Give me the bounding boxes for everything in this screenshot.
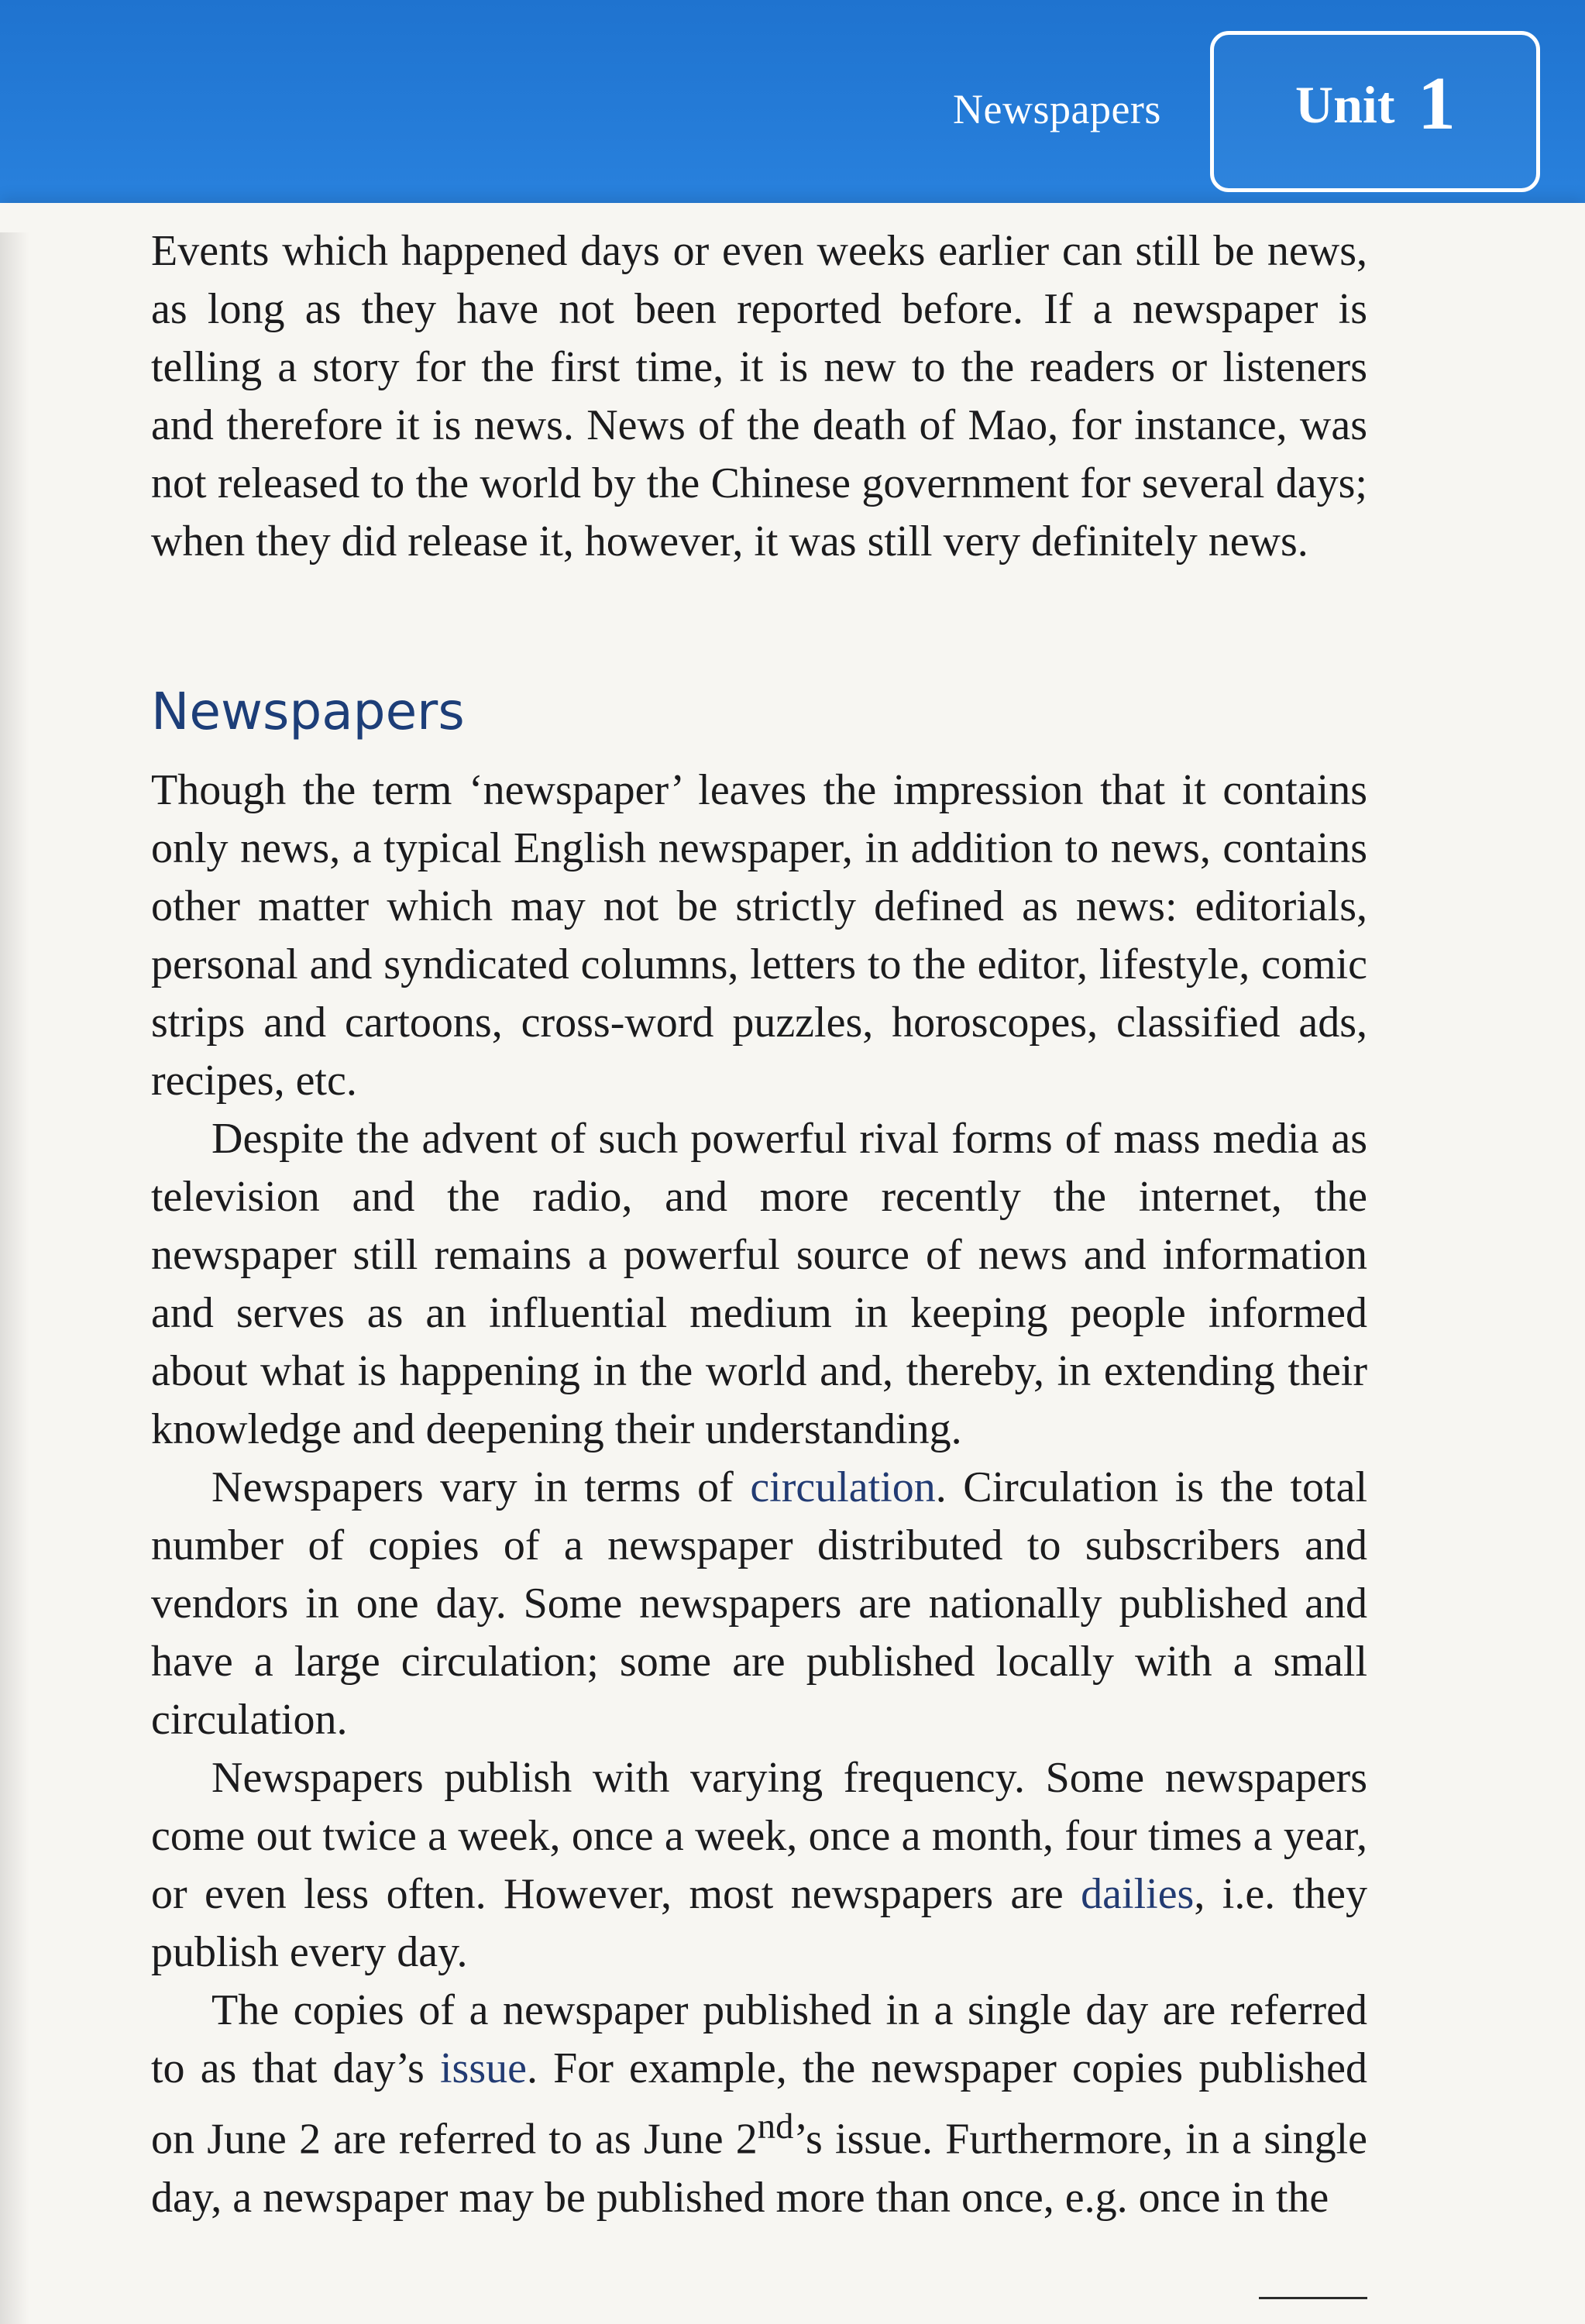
intro-paragraph [151,222,1367,571]
paragraph-3 [151,1459,1367,1749]
paragraph-3-text-b: . Circulation is the total number of copies of a newspaper distributed to subscribers and vendors in one day. Some newspapers are nationally published and have a large circulation; some are published locally with a small circulation. [151,1463,1368,1744]
paragraph-2: Despite the advent of such powerful rival forms of mass media as television and the radio, and more recently the internet, the newspaper still remains a powerful source of news and information and serves as an influential medium in keeping people informed about what is happening in the world and, thereby, in extending their knowledge and deepening their understanding. [151,1115,1367,1453]
section-heading: Newspapers [151,682,465,741]
term-circulation: circulation [750,1463,936,1511]
intro-paragraph-text: Events which happened days or even weeks earlier can still be news, as long as they have not been reported before. If a newspaper is telling a story for the first time, it is new to the readers or listeners and therefore it is news. News of the death of Mao, for instance, was not released to the world by the Chinese government for several days; when they did release it, however, it was still very definitely news. [151,227,1367,566]
paragraph-5 [151,1982,1367,2227]
paragraph-4-text-b: , i.e. they publish every day. [151,1870,1367,1976]
paragraph-1: Though the term ‘newspaper’ leaves the impression that it contains only news, a typical English newspaper, in addition to news, contains other matter which may not be strictly defined as news: editorials, personal and syndicated columns, letters to the editor, lifestyle, comic strips and cartoons, cross-word puzzles, horoscopes, classified ads, recipes, etc. [151,766,1367,1105]
ordinal-suffix: nd [757,2106,794,2147]
term-issue: issue [439,2044,527,2092]
unit-number: 1 [1418,62,1456,146]
paragraph-3-text-a: Newspapers vary in terms of [211,1463,751,1511]
paragraph-5-text-c: ’s issue. Furthermore, in a single day, a newspaper may be published more than once, e.g. once in the [151,2115,1368,2222]
unit-label: Unit [1295,75,1395,134]
section-body [151,761,1367,2227]
term-dailies: dailies [1081,1870,1195,1918]
footnote-rule [1259,2297,1367,2299]
paragraph-4-text-a: Newspapers publish with varying frequency. Some newspapers come out twice a week, once a week, once a month, four times a year, or even less often. However, most newspapers are [151,1754,1367,1918]
paragraph-5-text-b: . For example, the newspaper copies published on June 2 are referred to as June 2 [151,2044,1367,2164]
binding-shadow [0,232,29,2324]
running-header-section: Newspapers [953,86,1161,132]
paragraph-4 [151,1749,1367,1982]
paragraph-5-text-a: The copies of a newspaper published in a single day are referred to as that day’s [151,1986,1367,2092]
